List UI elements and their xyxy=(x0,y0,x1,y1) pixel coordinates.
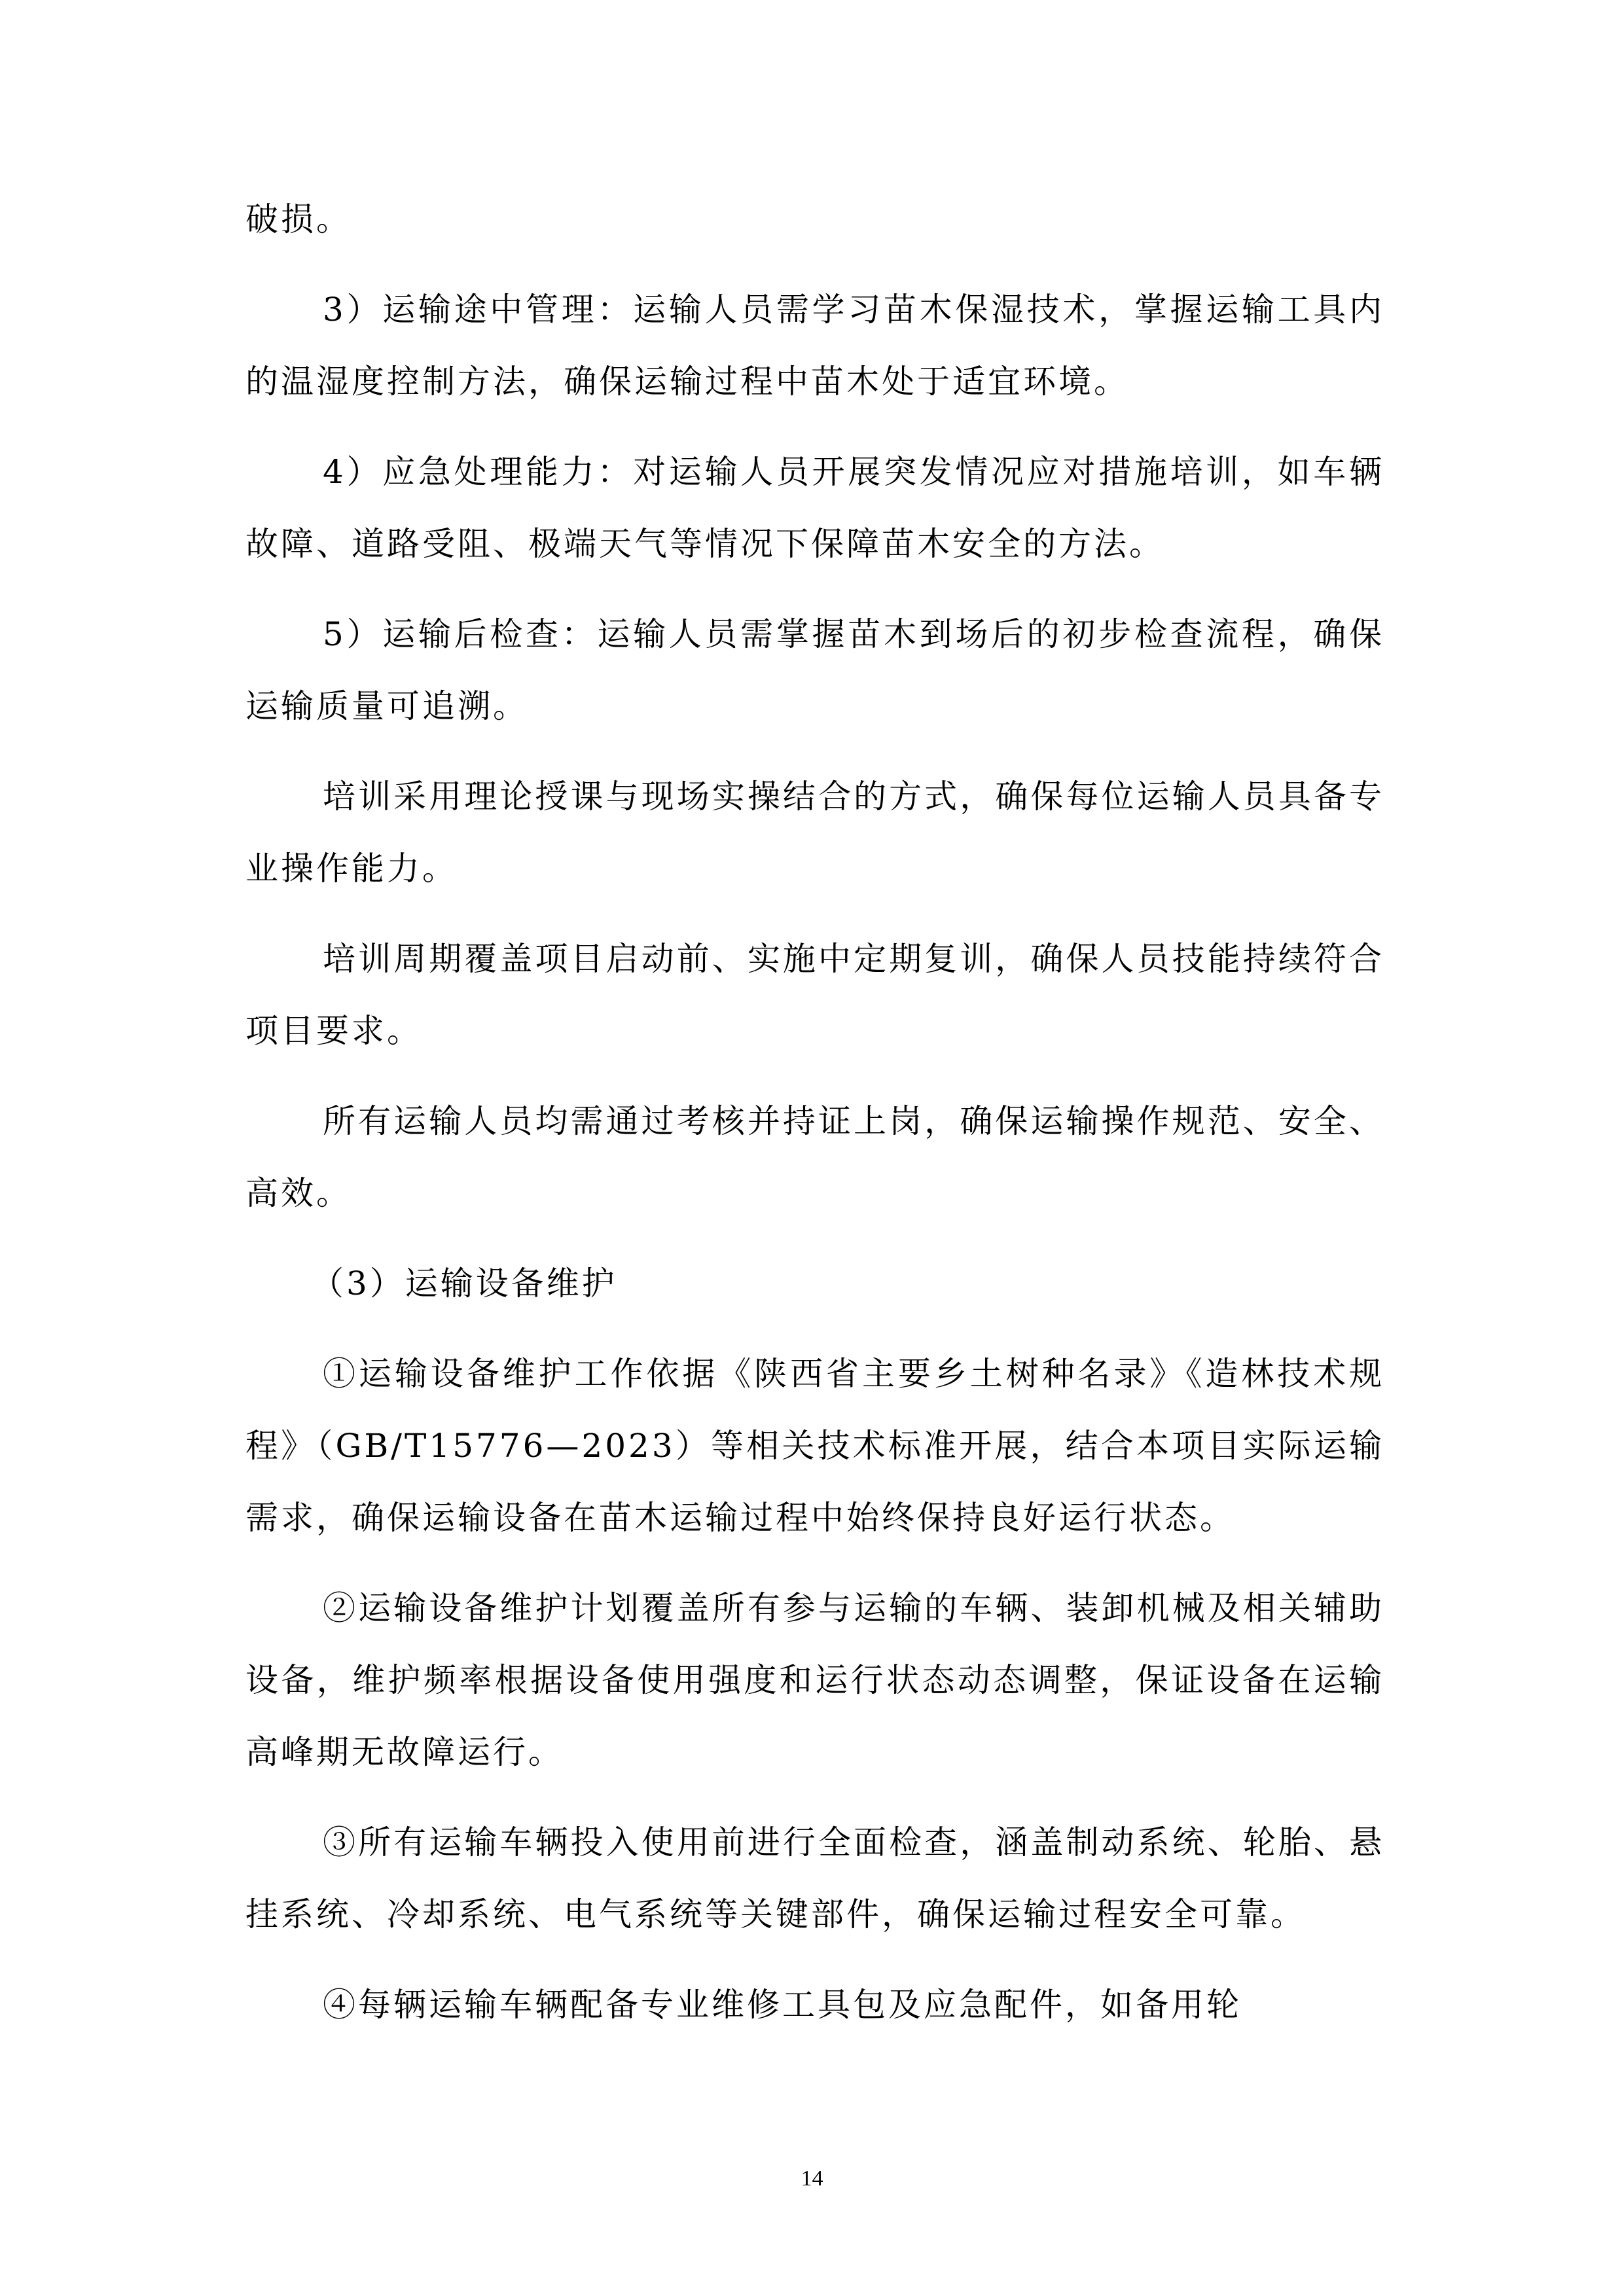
page-number: 14 xyxy=(801,2166,823,2191)
paragraph-item-3: 3）运输途中管理：运输人员需学习苗木保湿技术，掌握运输工具内的温湿度控制方法，确保运输过程中苗木处于适宜环境。 xyxy=(245,291,1384,401)
paragraph-maintenance-1: ①运输设备维护工作依据《陕西省主要乡土树种名录》《造林技术规程》（GB/T15776—2023）等相关技术标准开展，结合本项目实际运输需求，确保运输设备在苗木运输过程中始终保持良好运行状态。 xyxy=(245,1355,1384,1537)
paragraph-certification: 所有运输人员均需通过考核并持证上岗，确保运输操作规范、安全、高效。 xyxy=(245,1102,1384,1212)
paragraph-maintenance-4: ④每辆运输车辆配备专业维修工具包及应急配件，如备用轮 xyxy=(323,1986,1242,2024)
paragraph-maintenance-3: ③所有运输车辆投入使用前进行全面检查，涵盖制动系统、轮胎、悬挂系统、冷却系统、电气系统等关键部件，确保运输过程安全可靠。 xyxy=(245,1823,1384,1933)
paragraph-item-4: 4）应急处理能力：对运输人员开展突发情况应对措施培训，如车辆故障、道路受阻、极端天气等情况下保障苗木安全的方法。 xyxy=(245,453,1384,563)
paragraph-continuation: 破损。 xyxy=(245,200,352,238)
document-body xyxy=(245,183,1384,2059)
paragraph-item-5: 5）运输后检查：运输人员需掌握苗木到场后的初步检查流程，确保运输质量可追溯。 xyxy=(245,615,1384,725)
paragraph-training-method: 培训采用理论授课与现场实操结合的方式，确保每位运输人员具备专业操作能力。 xyxy=(245,778,1384,888)
section-heading: （3）运输设备维护 xyxy=(311,1265,617,1302)
paragraph-maintenance-2: ②运输设备维护计划覆盖所有参与运输的车辆、装卸机械及相关辅助设备，维护频率根据设备使用强度和运行状态动态调整，保证设备在运输高峰期无故障运行。 xyxy=(245,1589,1384,1771)
paragraph-training-cycle: 培训周期覆盖项目启动前、实施中定期复训，确保人员技能持续符合项目要求。 xyxy=(245,940,1384,1050)
